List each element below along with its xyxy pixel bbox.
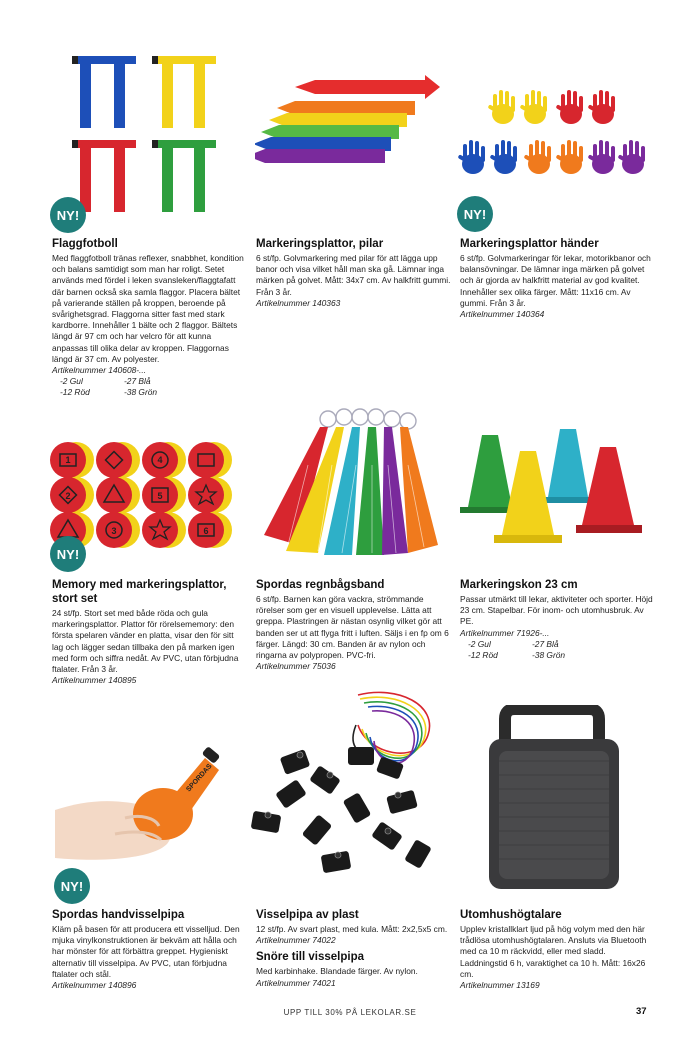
product-title: Utomhushögtalare [460,909,562,921]
product-title: Markeringskon 23 cm [460,579,578,591]
product-title-lanyard: Snöre till visselpipa [256,951,365,964]
product-description: 6 st/fp. Golvmarkeringar för lekar, motorikbanor och balansövningar. De lämnar inga märken på golvet och är gjorda av halkfritt material av god kvalitet. Innehåller sex olika färger. Mått: 11x16 cm. Av gummi. Från 3 år. [460,253,651,308]
outdoor-speaker-image [485,705,625,895]
arrow-markers-image [255,75,445,195]
variant: -27 Blå [124,376,151,387]
article-number: Artikelnummer 140364 [460,309,545,320]
product-outdoor-speaker [460,908,655,991]
variant: -12 Röd [468,650,498,661]
new-badge: NY! [458,197,492,231]
variant: -2 Gul [468,638,491,649]
article-number: Artikelnummer 13169 [460,980,540,991]
product-description: 6 st/fp. Golvmarkering med pilar för att lägga upp banor och visa vilket håll man ska gå. Lämnar inga märken på golvet. Mått: 34x7 cm. Av halkfritt gummi. Från 3 år. [256,253,451,297]
variant: -2 Gul [60,376,83,387]
variant: -12 Röd [60,387,90,398]
tile-row-2 [50,477,232,513]
hand-markers-image [458,88,648,183]
article-number: Artikelnummer 74022 [256,935,336,946]
variant: -38 Grön [124,387,158,398]
article-number: Artikelnummer 140895 [52,675,137,686]
product-arrow-markers [256,237,451,309]
product-description: Med flaggfotboll tränas reflexer, snabbhet, kondition och balans samtidigt som man har roligt. Setet används med fördel i leken svansleken/flaggtafatt där barnen också ska samla flaggor. Placera bältet på varierande ställen på kroppen, beroende på svårighetsgrad. Flaggorna sitter fast med stark kardborre. Innehåller 1 bälte och 2 flaggor. Bältets längd är 97 cm och har velcro för att kunna anpassas till olika delar av kroppen. Flaggornas längd är 37 cm. Av polyester. [52,253,244,364]
product-title: Markeringsplattor, pilar [256,238,384,250]
article-number: Artikelnummer 71926-... [460,627,550,638]
product-title: Flaggfotboll [52,238,118,250]
tile-number: 5 [157,491,163,501]
tile-number: 2 [65,491,71,501]
article-number: Artikelnummer 140363 [256,297,341,308]
product-flaggfotboll [52,237,247,399]
new-badge: NY! [55,869,89,903]
product-title: Spordas handvisselpipa [52,909,185,921]
new-badge: NY! [51,537,85,571]
marker-cones-image [460,425,650,550]
product-description: 6 st/fp. Barnen kan göra vackra, strömmande rörelser som ger en visuell upplevelse. Lätta att greppa. Plastringen är nästan osynlig vilket gör att banden ser ut att flyga fritt i luften. Säljs i en fp om 6 färger. Längd: 30 cm. Banden är av nylon och ringarna av polypropen. PVC-fri. [256,594,449,661]
product-hand-whistle [52,908,247,991]
product-title: Memory med markeringsplattor, stort set [52,579,227,605]
tile-number: 4 [157,455,163,465]
article-number-lanyard: Artikelnummer 74021 [256,977,336,988]
memory-tiles-image [50,440,240,550]
product-description: Passar utmärkt till lekar, aktiviteter och sporter. Höjd 23 cm. Stapelbar. För inom- och utomhusbruk. Av PE. [460,594,653,627]
variant-list [460,639,655,661]
product-description-lanyard: Med karbinhake. Blandade färger. Av nylon. [256,966,418,977]
footer-promo: UPP TILL 30% PÅ LEKOLAR.SE [283,1008,417,1017]
product-description: Kläm på basen för att producera ett visselljud. Den mjuka vinylkonstruktionen är bekväm att hålla och har mönster för att förbättra greppet. Hygieniskt alternativ till visselpipa. Av PVC, utan förbjudna ftalater och stål. [52,924,240,979]
product-marker-cones [460,578,655,661]
tile-number: 1 [65,455,71,465]
new-badge: NY! [51,198,85,232]
article-number: Artikelnummer 140896 [52,980,137,991]
brand-print: SPORDAS [185,762,214,794]
product-title: Spordas regnbågsband [256,579,385,591]
product-description: 12 st/fp. Av svart plast, med kula. Mått: 2x2,5x5 cm. [256,924,448,934]
variant-list [52,376,247,398]
rainbow-ribbons-image [258,405,443,560]
plastic-whistles-image [248,685,448,895]
product-title: Markeringsplattor händer [460,238,599,250]
hand-whistle-image [55,740,245,870]
product-memory [52,578,247,686]
product-rainbow-ribbons [256,578,451,672]
variant: -38 Grön [532,650,566,661]
tile-number: 6 [203,526,209,536]
product-description: 24 st/fp. Stort set med både röda och gula markeringsplattor. Plattor för rörelsememory: den första spelaren vänder en platta, visar den för sitt lag och lägger sedan tillbaka den på marken igen med form och siffra nedåt. Av PVC, utan förbjudna ftalater. Från 3 år. [52,608,239,675]
variant: -27 Blå [532,638,559,649]
tile-row-1 [50,442,232,478]
tile-number: 3 [111,526,117,536]
article-number: Artikelnummer 75036 [256,661,336,672]
page-number: 37 [636,1006,647,1017]
product-plastic-whistle [256,908,451,989]
product-description: Upplev kristallklart ljud på hög volym med den här trådlösa utomhushögtalaren. Ansluts via Bluetooth med ca 10 m räckvidd, eller med sladd. Laddningstid 6 h, varaktighet ca 10 h. Mått: 16x26 cm. [460,924,647,979]
flag-football-image [60,48,250,223]
product-hand-markers [460,237,655,320]
article-number: Artikelnummer 140608-... [52,365,147,376]
product-title: Visselpipa av plast [256,909,359,921]
